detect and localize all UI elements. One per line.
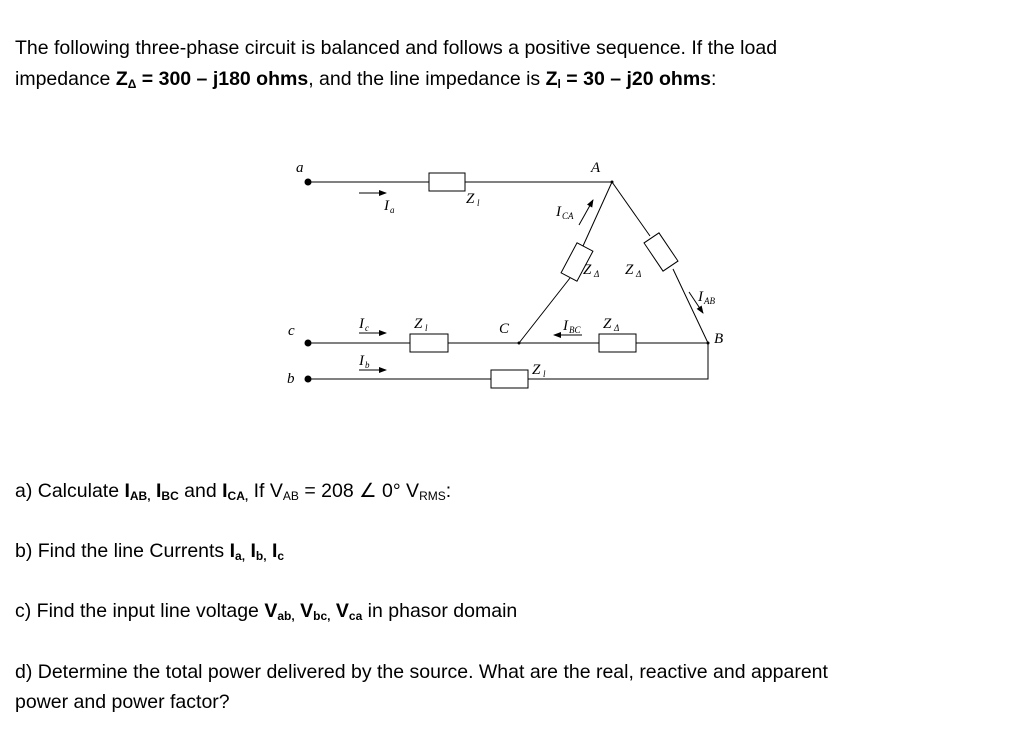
value: = 300 – j180 ohms <box>136 68 309 90</box>
svg-text:CA: CA <box>562 211 574 221</box>
svg-text:BC: BC <box>569 325 581 335</box>
svg-text:l: l <box>477 198 480 208</box>
node-label-B: B <box>714 331 724 347</box>
svg-text:Z: Z <box>603 316 612 332</box>
text: , and the line impedance is <box>308 68 546 90</box>
node-label-C: C <box>499 321 510 337</box>
svg-text:b: b <box>365 360 370 370</box>
question-d-line-1: d) Determine the total power delivered by the source. What are the real, reactive and apparent <box>15 661 828 683</box>
impedance-label-zl-c <box>414 316 428 333</box>
question-c: c) Find the input line voltage $V_{ab,}$ $V_{bc,}$ $V_{ca}$ in phasor domain <box>15 600 518 623</box>
zd-box-bc <box>599 334 636 352</box>
current-label-ic <box>358 316 369 333</box>
svg-text:Δ: Δ <box>594 269 600 279</box>
text: : <box>711 68 717 90</box>
symbol: Z <box>115 68 128 90</box>
svg-text:c: c <box>365 323 369 333</box>
svg-text:I: I <box>563 318 568 334</box>
svg-text:Z: Z <box>466 191 475 207</box>
svg-text:Z: Z <box>583 262 592 278</box>
svg-text:a: a <box>390 205 395 215</box>
zl-box-c <box>410 334 448 352</box>
question-b: b) Find the line Currents $I_{a,}$ $I_{b,}$ $I_c$ <box>15 540 285 563</box>
impedance-boxes <box>410 173 678 388</box>
svg-text:l: l <box>425 323 428 333</box>
value: = 30 – j20 ohms <box>560 68 712 90</box>
impedance-label-zd-ca <box>583 262 599 279</box>
symbol: Z <box>545 68 558 90</box>
svg-text:I: I <box>556 204 561 220</box>
svg-text:Z: Z <box>625 262 634 278</box>
text: impedance <box>15 68 116 90</box>
wires <box>308 182 708 379</box>
node-label-b: b <box>287 371 295 387</box>
current-label-iab <box>697 289 715 306</box>
svg-text:Z: Z <box>532 362 541 378</box>
question-a: a) Calculate $I_{AB,}$ $I_{BC}$ and $I_{CA,}$ If $V_{AB} = 208$ ∠ 0° $V_{RMS}$: <box>15 480 452 503</box>
svg-text:Δ: Δ <box>614 323 620 333</box>
current-label-ibc <box>562 318 581 335</box>
impedance-label-zd-ab <box>625 262 641 279</box>
svg-text:l: l <box>543 369 546 379</box>
svg-text:I: I <box>698 289 703 305</box>
impedance-label-zd-bc <box>603 316 619 333</box>
zd-box-ab <box>644 233 678 271</box>
svg-text:I: I <box>384 198 389 214</box>
node-label-c: c <box>288 323 295 339</box>
terminal-dots <box>305 179 710 383</box>
impedance-label-zl-b <box>532 362 546 379</box>
svg-text:AB: AB <box>704 296 715 306</box>
current-label-ica <box>555 204 574 221</box>
intro-text: The following three-phase circuit is balanced and follows a positive sequence. If the load <box>15 37 778 59</box>
impedance-label-zl-a <box>466 191 480 208</box>
zl-box-b <box>491 370 528 388</box>
zl-box-a <box>429 173 465 191</box>
svg-text:Z: Z <box>414 316 423 332</box>
node-label-a: a <box>296 160 304 176</box>
current-label-ia <box>383 198 395 215</box>
subscript: l <box>557 77 561 91</box>
svg-text:Δ: Δ <box>636 269 642 279</box>
node-label-A: A <box>591 160 601 176</box>
current-label-ib <box>358 353 370 370</box>
svg-text:I: I <box>359 316 364 332</box>
subscript: Δ <box>127 77 137 91</box>
question-d-line-2: power and power factor? <box>15 691 230 713</box>
svg-text:I: I <box>359 353 364 369</box>
